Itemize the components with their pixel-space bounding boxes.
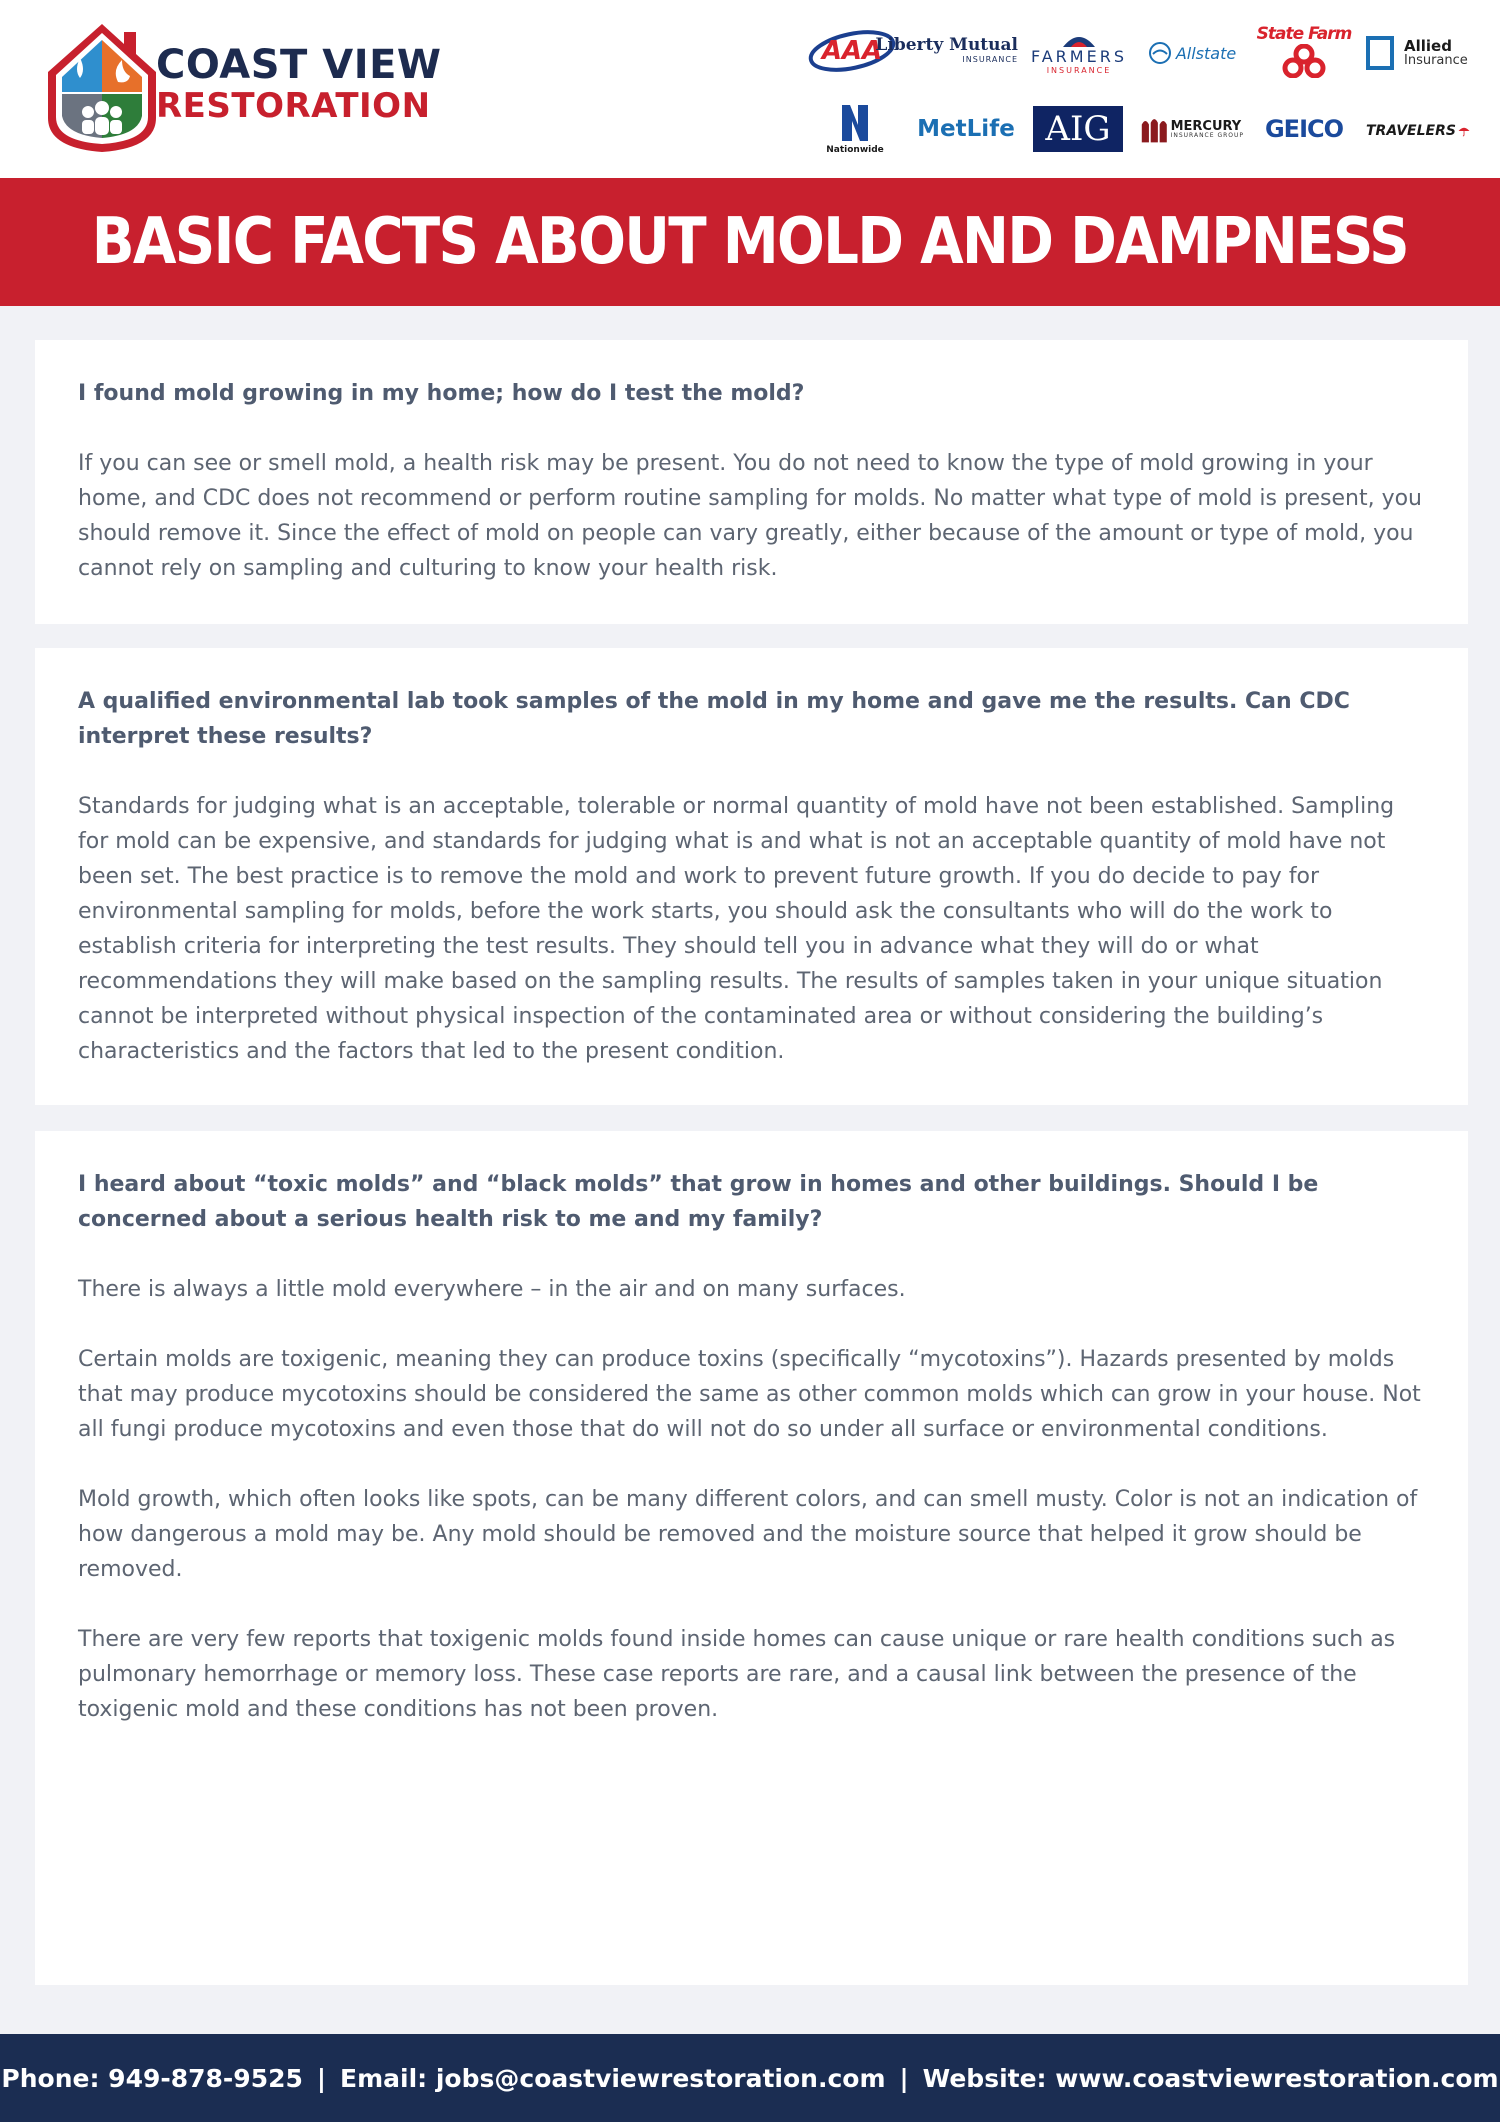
aig-name: AIG <box>1045 109 1111 149</box>
contact-footer <box>0 2034 1500 2122</box>
aig-logo <box>1033 106 1123 152</box>
allied-sub: Insurance <box>1404 53 1468 69</box>
metlife-logo <box>914 106 1018 152</box>
faq-3-paragraph-4: There are very few reports that toxigenic molds found inside homes can cause unique or rare health conditions such as pulmonary hemorrhage or memory loss. These case reports are rare, and a causal link between the presence of the toxigenic mold and these conditions has not been proven. <box>78 1627 1396 1722</box>
farmers-name: FARMERS <box>1031 47 1127 66</box>
mercury-name: MERCURY <box>1170 118 1242 134</box>
liberty-mutual-sub: INSURANCE <box>962 54 1018 64</box>
footer-separator: | <box>899 2063 909 2093</box>
faq-2-paragraph-1: Standards for judging what is an acceptable, tolerable or normal quantity of mold have not been established. Sampling for mold can be expensive, and standards for judging what is and what is not an acceptable quantity of mold have not been set. The best practice is to remove the mold and work to prevent future growth. If you do decide to pay for environmental sampling for molds, before the work starts, you should ask the consultants who will do the work to establish criteria for interpreting the test results. They should tell you in advance what they will do or what recommendations they will make based on the sampling results. The results of samples taken in your unique situation cannot be interpreted without physical inspection of the contaminated area or without considering the building’s characteristics and the factors that led to the present condition. <box>78 794 1395 1064</box>
footer-website[interactable]: Website: www.coastviewrestoration.com <box>922 2063 1499 2093</box>
metlife-name: MetLife <box>917 116 1015 142</box>
brand-name-line2: RESTORATION <box>156 86 431 126</box>
coast-view-logo-icon <box>40 20 165 155</box>
faq-2-heading: A qualified environmental lab took samples of the mold in my home and gave me the results. Can CDC interpret these results? <box>78 689 1350 749</box>
travelers-umbrella-icon <box>1458 121 1470 141</box>
travelers-logo <box>1366 108 1470 154</box>
state-farm-logo <box>1256 20 1352 82</box>
farmers-sub: INSURANCE <box>1046 66 1112 75</box>
nationwide-name: Nationwide <box>826 145 884 155</box>
brand-name <box>156 42 442 126</box>
faq-card-3 <box>35 1131 1468 1985</box>
footer-separator: | <box>316 2063 327 2093</box>
liberty-mutual-name: Liberty Mutual <box>875 35 1018 56</box>
title-banner <box>0 178 1500 306</box>
allied-logo <box>1366 30 1470 76</box>
brand-name-line1: COAST VIEW <box>156 42 442 88</box>
allstate-hands-icon <box>1148 41 1172 65</box>
mercury-sub: INSURANCE GROUP <box>1170 131 1244 139</box>
nationwide-logo <box>820 96 890 160</box>
faq-card-1 <box>35 340 1468 624</box>
geico-name: GEICO <box>1264 115 1344 143</box>
faq-card-2 <box>35 648 1468 1105</box>
liberty-mutual-logo <box>875 22 1018 78</box>
page-title: BASIC FACTS ABOUT MOLD AND DAMPNESS <box>91 205 1409 279</box>
faq-1-paragraph-1: If you can see or smell mold, a health risk may be present. You do not need to know the type of mold growing in your home, and CDC does not recommend or perform routine sampling for molds. No matter what type of mold is present, you should remove it. Since the effect of mold on people can vary greatly, either because of the amount or type of mold, you cannot rely on sampling and culturing to know your health risk. <box>78 451 1422 581</box>
geico-logo <box>1254 106 1354 152</box>
faq-1-heading: I found mold growing in my home; how do I test the mold? <box>78 381 805 406</box>
allied-square-icon <box>1366 36 1394 70</box>
allstate-logo <box>1142 30 1242 76</box>
farmers-logo <box>1028 26 1130 80</box>
nationwide-eagle-icon <box>838 101 872 145</box>
page-header <box>0 0 1500 178</box>
aaa-name: AAA <box>821 36 883 66</box>
faq-3-heading: I heard about “toxic molds” and “black molds” that grow in homes and other buildings. Should I be concerned about a serious health risk to me and my family? <box>78 1172 1319 1232</box>
farmers-crest-icon <box>1059 31 1099 47</box>
mercury-logo <box>1140 106 1244 152</box>
state-farm-name: State Farm <box>1256 24 1352 44</box>
faq-3-paragraph-1: There is always a little mold everywhere – in the air and on many surfaces. <box>78 1277 906 1302</box>
allstate-name: Allstate <box>1175 43 1237 63</box>
faq-3-paragraph-2: Certain molds are toxigenic, meaning they can produce toxins (specifically “mycotoxins”). Hazards presented by molds that may produce mycotoxins should be considered the same as other common molds which can grow in your house. Not all fungi produce mycotoxins and even those that do will not do so under all surface or environmental conditions. <box>78 1347 1421 1442</box>
footer-phone[interactable]: Phone: 949-878-9525 <box>1 2063 303 2093</box>
faq-3-paragraph-3: Mold growth, which often looks like spots, can be many different colors, and can smell musty. Color is not an indication of how dangerous a mold may be. Any mold should be removed and the moisture source that helped it grow should be removed. <box>78 1487 1418 1582</box>
state-farm-rings-icon <box>1281 44 1327 78</box>
footer-email[interactable]: Email: jobs@coastviewrestoration.com <box>340 2063 886 2093</box>
allied-name: Allied <box>1404 36 1452 55</box>
travelers-name: TRAVELERS <box>1366 123 1456 139</box>
mercury-columns-icon <box>1140 114 1169 144</box>
